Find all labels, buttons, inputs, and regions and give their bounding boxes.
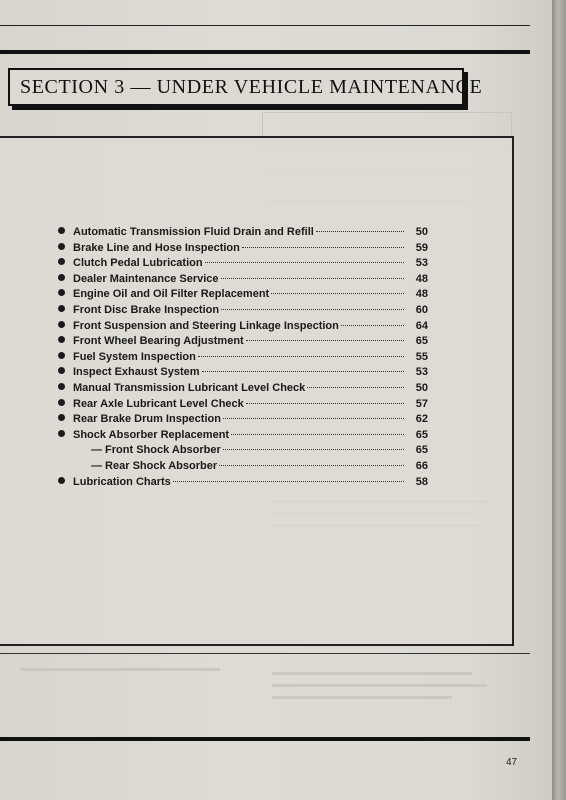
show-through-line	[272, 684, 487, 687]
toc-entry-label: Shock Absorber Replacement	[73, 428, 230, 441]
bullet-icon	[58, 227, 65, 234]
toc-entry	[58, 288, 428, 304]
bullet-icon	[58, 274, 65, 281]
toc-entry	[58, 335, 428, 351]
show-through-line	[272, 672, 472, 675]
toc-entry-page: 60	[415, 303, 428, 316]
bullet-icon	[58, 336, 65, 343]
bullet-icon	[58, 243, 65, 250]
show-through-line	[20, 668, 220, 671]
toc-entry-page: 55	[415, 350, 428, 363]
toc-entry	[58, 398, 428, 414]
contents-list	[58, 226, 428, 491]
bullet-icon	[58, 258, 65, 265]
toc-entry-label: Automatic Transmission Fluid Drain and Refill	[73, 226, 314, 238]
toc-entry	[58, 382, 428, 398]
bullet-icon	[58, 367, 65, 374]
toc-entry-page: 48	[415, 272, 428, 285]
dot-leader	[246, 340, 404, 341]
bullet-icon	[58, 430, 65, 437]
toc-entry	[58, 476, 428, 492]
toc-entry	[58, 351, 428, 367]
toc-entry-page: 53	[415, 257, 428, 270]
show-through-line	[272, 696, 452, 699]
bullet-icon	[58, 321, 65, 328]
toc-entry-label: Manual Transmission Lubricant Level Check	[73, 381, 306, 394]
page-edge	[552, 0, 566, 800]
toc-entry	[58, 226, 428, 242]
toc-entry-label: Front Disc Brake Inspection	[73, 303, 220, 316]
toc-entry-label: Engine Oil and Oil Filter Replacement	[73, 288, 270, 301]
toc-entry-page: 59	[415, 241, 428, 254]
toc-entry-label: Clutch Pedal Lubrication	[73, 257, 203, 270]
bullet-icon	[58, 399, 65, 406]
toc-entry-page: 65	[415, 444, 428, 457]
dot-leader	[221, 278, 404, 279]
toc-entry-label: Front Wheel Bearing Adjustment	[73, 335, 244, 348]
dot-leader	[341, 325, 404, 326]
bullet-icon	[58, 383, 65, 390]
toc-entry	[58, 304, 428, 320]
toc-entry-page: 65	[415, 428, 428, 441]
toc-entry	[58, 429, 428, 445]
dot-leader	[231, 434, 404, 435]
dot-leader	[246, 403, 404, 404]
toc-entry-page: 48	[415, 288, 428, 301]
section-heading-box	[8, 68, 483, 106]
page-number: 47	[506, 757, 518, 768]
toc-entry-page: 64	[415, 319, 428, 332]
dot-leader	[271, 293, 404, 294]
toc-entry	[58, 460, 428, 476]
dot-leader	[198, 356, 404, 357]
toc-entry-page: 65	[415, 335, 428, 348]
dot-leader	[219, 465, 404, 466]
toc-entry	[58, 273, 428, 289]
header-rule-thick	[0, 50, 530, 54]
bullet-icon	[58, 477, 65, 484]
toc-entry-page: 57	[415, 397, 428, 410]
toc-entry	[58, 320, 428, 336]
toc-entry	[58, 257, 428, 273]
dot-leader	[223, 418, 404, 419]
footer-rule-thin	[0, 653, 530, 654]
toc-entry	[58, 242, 428, 258]
dot-leader	[316, 231, 404, 232]
bullet-icon	[58, 414, 65, 421]
toc-entry-page: 50	[415, 226, 428, 238]
dot-leader	[205, 262, 404, 263]
dot-leader	[223, 449, 404, 450]
toc-entry-label: Front Suspension and Steering Linkage Inspection	[73, 319, 339, 332]
section-title: SECTION 3 — UNDER VEHICLE MAINTENANCE	[20, 75, 483, 98]
toc-entry	[58, 413, 428, 429]
toc-entry-label: Brake Line and Hose Inspection	[73, 241, 240, 254]
toc-entry-label: — Rear Shock Absorber	[91, 459, 218, 472]
toc-entry-page: 50	[415, 381, 428, 394]
toc-entry	[58, 366, 428, 382]
dot-leader	[173, 481, 404, 482]
bullet-icon	[58, 289, 65, 296]
toc-entry-label: Rear Axle Lubricant Level Check	[73, 397, 244, 410]
header-rule-thin	[0, 25, 530, 26]
toc-entry-label: Dealer Maintenance Service	[73, 272, 219, 285]
toc-entry-page: 53	[415, 366, 428, 379]
toc-entry-label: Lubrication Charts	[73, 475, 171, 488]
toc-entry	[58, 444, 428, 460]
toc-entry-label: Rear Brake Drum Inspection	[73, 413, 221, 426]
toc-entry-label: Fuel System Inspection	[73, 350, 196, 363]
dot-leader	[221, 309, 404, 310]
dot-leader	[202, 371, 404, 372]
bullet-icon	[58, 352, 65, 359]
dot-leader	[242, 247, 404, 248]
toc-entry-page: 58	[415, 475, 428, 488]
toc-entry-label: — Front Shock Absorber	[91, 444, 221, 457]
toc-entry-label: Inspect Exhaust System	[73, 366, 200, 379]
dot-leader	[307, 387, 404, 388]
bullet-icon	[58, 305, 65, 312]
footer-rule-thick	[0, 737, 530, 741]
toc-entry-page: 66	[415, 459, 428, 472]
toc-entry-page: 62	[415, 413, 428, 426]
